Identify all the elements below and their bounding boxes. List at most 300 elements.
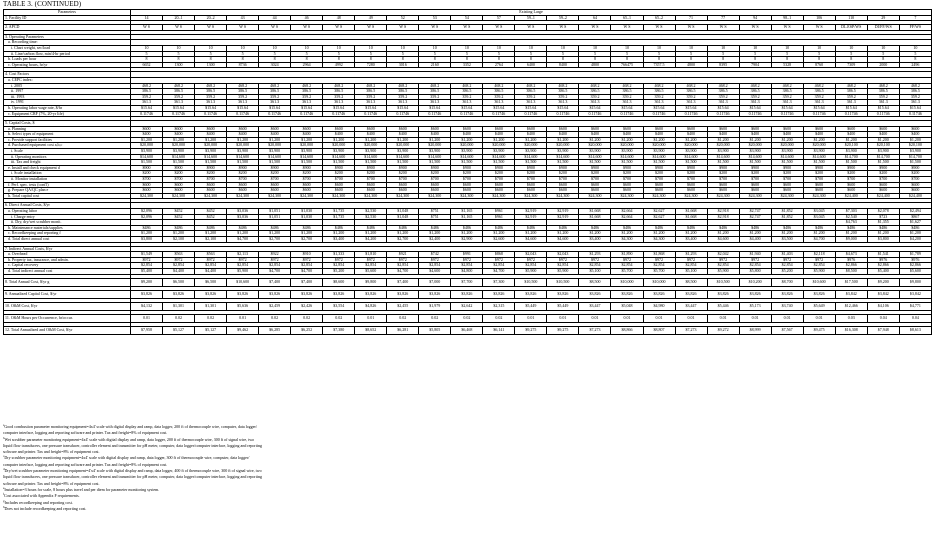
table-cell: $7,273 xyxy=(579,326,611,334)
table-cell: $24,300 xyxy=(291,193,323,199)
table-cell: $24,300 xyxy=(131,193,163,199)
table-cell: $3,900 xyxy=(611,149,643,155)
table-cell: $24,300 xyxy=(355,193,387,199)
facility-id-cell: 71 xyxy=(675,15,707,21)
table-cell: $200 xyxy=(515,171,547,177)
table-cell: $5,449 xyxy=(515,302,547,310)
table-cell: $2,866 xyxy=(899,263,931,269)
table-cell: 8 xyxy=(579,57,611,63)
table-cell: 10 xyxy=(291,45,323,51)
row-label: d. Total direct annual cost xyxy=(4,236,131,242)
table-cell: $1,200 xyxy=(835,137,867,143)
table-cell: $24,300 xyxy=(675,193,707,199)
row-label: i. 2005 xyxy=(4,83,131,89)
table-cell: $991 xyxy=(451,252,483,258)
table-cell: W S xyxy=(259,25,291,31)
table-cell: $486 xyxy=(675,225,707,231)
table-cell: 5 xyxy=(899,51,931,57)
table-cell: $486 xyxy=(227,225,259,231)
table-cell: $1,500 xyxy=(131,160,163,166)
table-cell: $400 xyxy=(547,132,579,138)
table-cell: $10,600 xyxy=(803,278,835,286)
table-cell: $9,275 xyxy=(515,326,547,334)
table-cell: $3,900 xyxy=(803,149,835,155)
table-cell: $400 xyxy=(579,132,611,138)
table-cell: $2,747 xyxy=(739,214,771,220)
table-cell: $9,272 xyxy=(707,326,739,334)
table-cell: $2,854 xyxy=(803,263,835,269)
table-cell: 359.2 xyxy=(547,94,579,100)
table-cell: $600 xyxy=(131,126,163,132)
table-cell: $1,200 xyxy=(163,137,195,143)
table-cell: $15.64 xyxy=(675,105,707,111)
table-cell: 8 xyxy=(419,57,451,63)
table-cell: $9,000 xyxy=(835,236,867,242)
table-cell: $700 xyxy=(131,177,163,183)
table-cell: $900 xyxy=(227,165,259,171)
table-cell: 5 xyxy=(739,51,771,57)
table-cell: $3,900 xyxy=(771,149,803,155)
footnote-mark: a xyxy=(3,423,5,427)
table-cell: $900 xyxy=(163,165,195,171)
facility-id-cell: 20–1 xyxy=(163,15,195,21)
table-cell: $8,700 xyxy=(771,278,803,286)
table-cell: $15.64 xyxy=(323,105,355,111)
table-cell: $10,000 xyxy=(643,278,675,286)
table-cell: 5 xyxy=(611,51,643,57)
table-cell: $14,600 xyxy=(131,154,163,160)
table-cell: 359.2 xyxy=(227,94,259,100)
table-title: TABLE 3. (CONTINUED) xyxy=(3,0,82,8)
table-cell: 5 xyxy=(835,51,867,57)
table-cell: $14,600 xyxy=(195,154,227,160)
table-cell: $900 xyxy=(259,165,291,171)
table-cell: $1,500 xyxy=(227,160,259,166)
table-cell: 386.5 xyxy=(451,89,483,95)
row-label: d. Purchased equipment cost a,b,c xyxy=(4,143,131,149)
table-cell: $486 xyxy=(163,225,195,231)
table-cell: $8,500 xyxy=(675,278,707,286)
table-cell: W S xyxy=(483,25,515,31)
table-cell: $600 xyxy=(387,188,419,194)
table-cell: $600 xyxy=(227,182,259,188)
table-cell: 359.2 xyxy=(867,94,899,100)
table-cell: $1,051 xyxy=(259,214,291,220)
table-row xyxy=(4,160,932,166)
table-cell: $3,900 xyxy=(291,149,323,155)
table-cell: 386.5 xyxy=(419,89,451,95)
table-cell: 359.2 xyxy=(771,94,803,100)
table-cell: $1,500 xyxy=(291,160,323,166)
table-cell: $1,333 xyxy=(323,252,355,258)
table-cell: $400 xyxy=(707,132,739,138)
table-cell: $9,800 xyxy=(355,278,387,286)
table-cell: 386.5 xyxy=(515,89,547,95)
table-cell: $2,494 xyxy=(899,209,931,215)
table-row xyxy=(4,314,932,322)
table-cell: $14,600 xyxy=(771,154,803,160)
table-cell: $200 xyxy=(675,171,707,177)
table-cell: $400 xyxy=(355,132,387,138)
table-cell: 8 xyxy=(899,57,931,63)
table-cell: 0.02 xyxy=(163,314,195,322)
table-cell: $400 xyxy=(611,132,643,138)
table-cell: 0.11746 xyxy=(387,111,419,117)
table-cell: 6400 xyxy=(515,62,547,68)
table-cell: $600 xyxy=(131,182,163,188)
table-cell: $600 xyxy=(259,182,291,188)
table-cell: $4,700 xyxy=(803,236,835,242)
table-cell: 0.01 xyxy=(611,314,643,322)
table-cell: $1,789 xyxy=(899,252,931,258)
table-cell: 359.2 xyxy=(323,94,355,100)
row-label: a. Planning xyxy=(4,126,131,132)
table-cell: $486 xyxy=(899,225,931,231)
table-cell: $15.64 xyxy=(451,105,483,111)
table-cell: 1300 xyxy=(163,62,195,68)
table-cell: $2,315 xyxy=(483,302,515,310)
cost-table xyxy=(3,9,932,335)
table-cell: 361.3 xyxy=(451,100,483,106)
table-cell: 0.02 xyxy=(483,314,515,322)
table-cell: $452 xyxy=(195,214,227,220)
table-cell: 8 xyxy=(323,57,355,63)
table-cell: 10 xyxy=(707,45,739,51)
table-cell: $1,500 xyxy=(547,160,579,166)
table-cell: 8 xyxy=(547,57,579,63)
table-cell: $600 xyxy=(611,126,643,132)
table-cell: $1,500 xyxy=(803,160,835,166)
table-cell: $600 xyxy=(355,182,387,188)
table-cell: $700 xyxy=(227,177,259,183)
table-cell: $1,200 xyxy=(739,137,771,143)
table-cell: $700 xyxy=(419,177,451,183)
table-cell: $400 xyxy=(323,132,355,138)
table-cell: $20,100 xyxy=(835,143,867,149)
table-cell: $24,300 xyxy=(803,193,835,199)
table-cell: 359.2 xyxy=(163,94,195,100)
table-cell: $4,106 xyxy=(867,302,899,310)
table-cell: $2,854 xyxy=(579,263,611,269)
table-cell: $900 xyxy=(803,165,835,171)
table-cell: $600 xyxy=(547,188,579,194)
table-cell: 468.2 xyxy=(323,83,355,89)
table-cell: $900 xyxy=(131,165,163,171)
table-cell: $486 xyxy=(547,225,579,231)
table-cell: 0.01 xyxy=(803,314,835,322)
table-cell: 8 xyxy=(643,57,675,63)
table-cell: 361.3 xyxy=(771,100,803,106)
table-cell: $1,293 xyxy=(675,252,707,258)
table-cell: $1,200 xyxy=(579,137,611,143)
table-cell: 8 xyxy=(483,57,515,63)
table-cell: 0.01 xyxy=(579,314,611,322)
table-cell: $10,000 xyxy=(611,278,643,286)
table-row xyxy=(4,326,932,334)
table-cell: 5 xyxy=(867,51,899,57)
table-cell: 0.11746 xyxy=(355,111,387,117)
table-cell: $600 xyxy=(707,182,739,188)
table-cell: $972 xyxy=(227,257,259,263)
table-cell: $8,613 xyxy=(899,326,931,334)
table-cell: $5,600 xyxy=(355,268,387,274)
row-label: b. Maintenance materials/supplies xyxy=(4,225,131,231)
table-cell: 5 xyxy=(355,51,387,57)
table-cell: 361.3 xyxy=(739,100,771,106)
table-cell: 8 xyxy=(707,57,739,63)
table-cell: $1,200 xyxy=(611,231,643,237)
table-cell: $3,826 xyxy=(163,290,195,298)
table-cell: $2,043 xyxy=(515,252,547,258)
table-cell: $3,826 xyxy=(387,290,419,298)
table-cell: $486 xyxy=(707,225,739,231)
table-cell: $2,600 xyxy=(483,236,515,242)
table-cell: 4992 xyxy=(323,62,355,68)
table-cell: $400 xyxy=(195,132,227,138)
table-cell: $700 xyxy=(867,177,899,183)
table-cell: 2000 xyxy=(867,62,899,68)
table-cell: $400 xyxy=(131,132,163,138)
table-cell: $600 xyxy=(419,126,451,132)
table-cell: $400 xyxy=(803,132,835,138)
table-cell: $15.64 xyxy=(483,105,515,111)
table-cell: $900 xyxy=(579,165,611,171)
table-cell: 386.5 xyxy=(771,89,803,95)
table-cell: 0.04 xyxy=(867,314,899,322)
table-cell: $3,740 xyxy=(771,302,803,310)
facility-id-cell: 54 xyxy=(451,15,483,21)
row-label: e. Install and check equipment d xyxy=(4,165,131,171)
table-cell: $1,668 xyxy=(675,209,707,215)
facility-id-cell: 94 xyxy=(739,15,771,21)
table-cell: $563 xyxy=(195,252,227,258)
table-cell: 0.03 xyxy=(835,314,867,322)
table-cell: $20,000 xyxy=(419,143,451,149)
table-cell: 468.2 xyxy=(771,83,803,89)
table-cell: 10 xyxy=(131,45,163,51)
table-cell: $20,000 xyxy=(259,143,291,149)
table-cell: 361.3 xyxy=(579,100,611,106)
table-cell: $5,400 xyxy=(867,268,899,274)
table-cell: $972 xyxy=(131,257,163,263)
facility-id-cell: 65–2 xyxy=(643,15,675,21)
table-cell: $910 xyxy=(291,252,323,258)
table-cell: $20,000 xyxy=(611,143,643,149)
table-cell: $700 xyxy=(579,177,611,183)
table-cell: $3,900 xyxy=(547,149,579,155)
table-cell: 468.2 xyxy=(675,83,707,89)
table-cell: 386.5 xyxy=(803,89,835,95)
table-cell: $7,380 xyxy=(323,326,355,334)
footnote-text: liquid flow transducers, one pressure transducer, controller element and transmitter for pH meter, computer, data logger/computer interface, logging and reporting xyxy=(3,442,262,448)
table-cell: $200 xyxy=(771,171,803,177)
table-cell: $700 xyxy=(547,177,579,183)
table-cell: $15.64 xyxy=(387,105,419,111)
table-cell: $2,854 xyxy=(771,263,803,269)
table-cell: $2,854 xyxy=(547,263,579,269)
table-cell: $600 xyxy=(451,182,483,188)
table-cell: $20,100 xyxy=(899,143,931,149)
table-cell: $6,500 xyxy=(195,278,227,286)
table-cell: $2,530 xyxy=(355,209,387,215)
row-label: 6. Direct Annual Costs, $/yr xyxy=(4,203,131,209)
table-cell: $486 xyxy=(643,225,675,231)
table-cell: $2,854 xyxy=(611,263,643,269)
table-cell: $1,200 xyxy=(867,137,899,143)
table-cell: 10 xyxy=(867,45,899,51)
table-cell: 0.11746 xyxy=(451,111,483,117)
table-cell: $563 xyxy=(163,252,195,258)
table-cell: 359.2 xyxy=(195,94,227,100)
table-cell: $900 xyxy=(547,165,579,171)
table-cell: $200 xyxy=(483,171,515,177)
table-cell: 0.02 xyxy=(291,314,323,322)
table-cell: $24,300 xyxy=(483,193,515,199)
row-label: i. Scale installation xyxy=(4,171,131,177)
facility-id-cell: 46 xyxy=(291,15,323,21)
facility-id-cell: 57 xyxy=(483,15,515,21)
table-cell: $200 xyxy=(163,171,195,177)
row-label: i. Charge entry xyxy=(4,214,131,220)
table-cell: $976 xyxy=(867,257,899,263)
table-cell: $3,826 xyxy=(419,290,451,298)
table-cell: 468.2 xyxy=(387,83,419,89)
table-cell: 3352 xyxy=(451,62,483,68)
table-cell: $9,275 xyxy=(547,326,579,334)
table-cell: $400 xyxy=(387,132,419,138)
table-cell: $15.64 xyxy=(803,105,835,111)
table-cell: 386.5 xyxy=(323,89,355,95)
table-cell: $922 xyxy=(259,252,291,258)
table-cell: 361.3 xyxy=(323,100,355,106)
table-cell: $15.64 xyxy=(259,105,291,111)
table-cell: $700 xyxy=(291,177,323,183)
table-cell: $1,200 xyxy=(707,231,739,237)
table-cell: $1,048 xyxy=(387,209,419,215)
table-cell: $700 xyxy=(643,177,675,183)
footnote-text: Dry scrubber parameter monitoring equipment=4x4' scale with digital display and ramp, data logger, 300 ft of thermocouple wire, computer, data logger/ xyxy=(4,455,250,461)
table-cell: 361.3 xyxy=(483,100,515,106)
table-cell: $600 xyxy=(483,182,515,188)
table-cell: $3,900 xyxy=(419,149,451,155)
table-cell: W S xyxy=(675,25,707,31)
table-cell: 5 xyxy=(643,51,675,57)
table-cell: $972 xyxy=(259,257,291,263)
table-cell: $5,127 xyxy=(163,326,195,334)
table-cell: 8 xyxy=(451,57,483,63)
table-cell: $600 xyxy=(739,126,771,132)
facility-id-cell: 14 xyxy=(131,15,163,21)
table-cell: 10 xyxy=(419,45,451,51)
table-cell: $486 xyxy=(259,225,291,231)
table-cell: $600 xyxy=(643,126,675,132)
table-row xyxy=(4,111,932,117)
table-cell: $10,200 xyxy=(739,278,771,286)
table-cell: $600 xyxy=(195,182,227,188)
table-cell: $1,200 xyxy=(643,137,675,143)
table-cell: $3,826 xyxy=(515,290,547,298)
table-cell: $600 xyxy=(611,188,643,194)
table-cell: $1,500 xyxy=(323,160,355,166)
table-cell: $7,400 xyxy=(387,278,419,286)
table-cell: $5,900 xyxy=(803,268,835,274)
table-cell: $1,500 xyxy=(675,160,707,166)
table-cell: $1,200 xyxy=(675,231,707,237)
table-cell: 361.3 xyxy=(707,100,739,106)
table-cell: $4,600 xyxy=(419,268,451,274)
table-cell: $1,301 xyxy=(163,302,195,310)
table-cell: $972 xyxy=(483,257,515,263)
table-cell: $1,200 xyxy=(451,231,483,237)
table-cell: 10 xyxy=(899,45,931,51)
table-cell: $700 xyxy=(515,177,547,183)
table-cell: $900 xyxy=(387,165,419,171)
table-cell: $1,500 xyxy=(195,160,227,166)
row-label: 3. Operating Parameters xyxy=(4,34,131,40)
table-cell: $8,500 xyxy=(835,268,867,274)
table-cell: $20,000 xyxy=(451,143,483,149)
table-cell: $2,900 xyxy=(451,236,483,242)
table-cell: $3,826 xyxy=(803,290,835,298)
table-cell: $15.64 xyxy=(707,105,739,111)
table-cell: $600 xyxy=(867,182,899,188)
table-cell: DI/FF/WS xyxy=(867,25,899,31)
table-cell: $7,400 xyxy=(259,278,291,286)
table-cell: W S xyxy=(515,25,547,31)
table-cell: $7,273 xyxy=(675,326,707,334)
table-cell: $600 xyxy=(355,188,387,194)
table-cell: 359.2 xyxy=(579,94,611,100)
table-cell: 0.02 xyxy=(451,314,483,322)
table-cell: $1,200 xyxy=(739,231,771,237)
facility-id-cell: 53 xyxy=(419,15,451,21)
table-cell: $1,200 xyxy=(547,231,579,237)
table-cell: $20,000 xyxy=(483,143,515,149)
table-cell: 359.2 xyxy=(835,94,867,100)
table-cell: $452 xyxy=(163,209,195,215)
table-cell: $1,200 xyxy=(643,231,675,237)
table-cell: 8 xyxy=(195,57,227,63)
table-cell: $900 xyxy=(483,165,515,171)
table-cell: $972 xyxy=(675,257,707,263)
table-cell: $24,300 xyxy=(547,193,579,199)
table-cell: $24,300 xyxy=(323,193,355,199)
table-cell: $2,854 xyxy=(387,263,419,269)
facility-id-cell: 110 xyxy=(835,15,867,21)
table-cell: $600 xyxy=(419,188,451,194)
table-cell: $4,300 xyxy=(611,236,643,242)
table-cell: 386.5 xyxy=(675,89,707,95)
table-cell: 359.2 xyxy=(611,94,643,100)
table-cell: $14,700 xyxy=(899,154,931,160)
table-cell: $5,600 xyxy=(899,268,931,274)
table-cell: $14,600 xyxy=(579,154,611,160)
table-cell: $486 xyxy=(803,225,835,231)
table-cell: $14,600 xyxy=(803,154,835,160)
table-cell: $3,800 xyxy=(131,236,163,242)
table-cell: $5,900 xyxy=(515,268,547,274)
table-cell: 386.5 xyxy=(611,89,643,95)
table-cell: $24,300 xyxy=(451,193,483,199)
facility-id-cell: 98–1 xyxy=(771,15,803,21)
table-cell: $961 xyxy=(483,209,515,215)
footnote-text: software and printer. Tax and freight=8% of equipment cost. xyxy=(3,480,100,486)
table-cell: $1,200 xyxy=(195,231,227,237)
table-cell: $2,854 xyxy=(291,263,323,269)
table-cell: $900 xyxy=(355,165,387,171)
table-cell: $486 xyxy=(355,225,387,231)
table-cell: $2,627 xyxy=(643,209,675,215)
